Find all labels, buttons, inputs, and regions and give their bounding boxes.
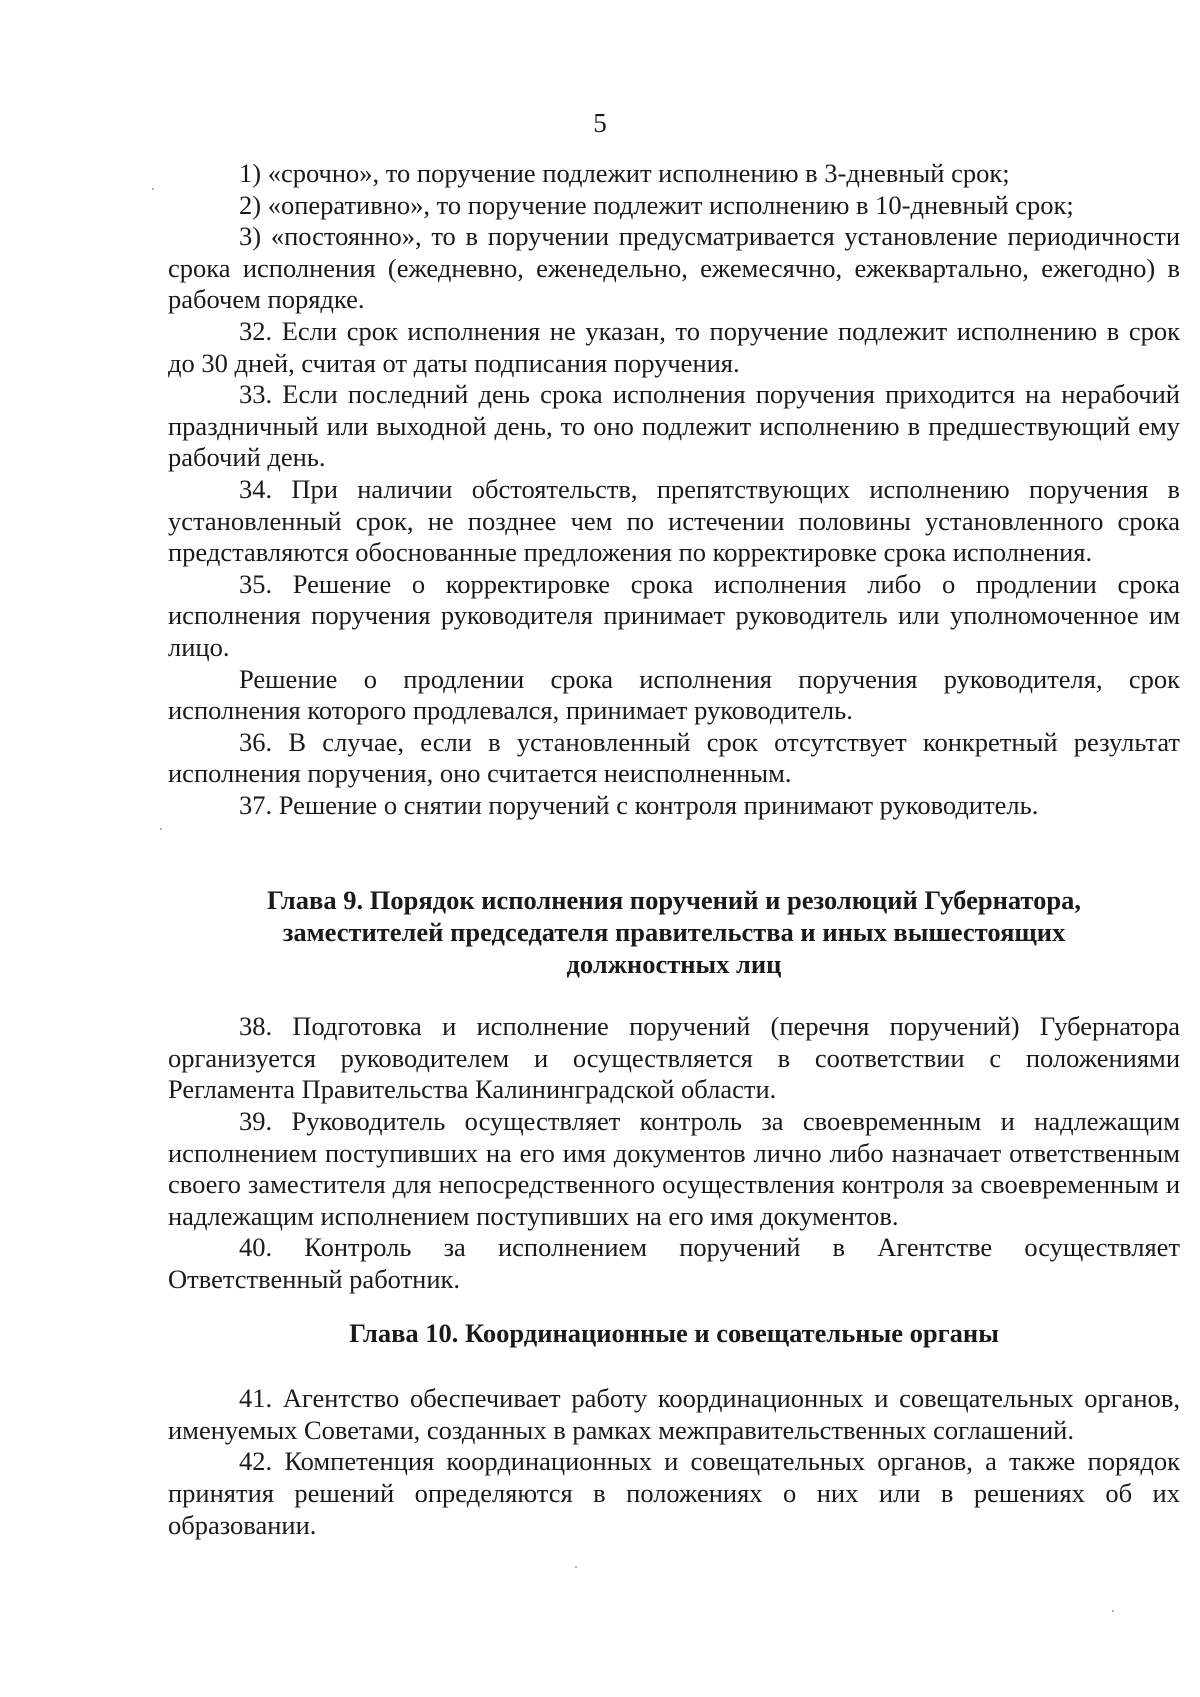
- page-number: 5: [593, 108, 607, 138]
- paragraph-item-2: 2) «оперативно», то поручение подлежит исполнению в 10-дневный срок;: [239, 189, 1074, 220]
- paragraph-36: 36. В случае, если в установленный срок отсутствует конкретный результат исполнения поручения, оно считается неисполненным.: [168, 726, 1180, 789]
- chapter-9-heading-line-1: Глава 9. Порядок исполнения поручений и резолюций Губернатора,: [267, 885, 1081, 916]
- chapter-9-heading-line-2: заместителей председателя правительства и иных вышестоящих: [282, 917, 1066, 948]
- paragraph-34: 34. При наличии обстоятельств, препятствующих исполнению поручения в установленный срок, не позднее чем по истечении половины установленного срока представляются обоснованные предложения по корректировке срока исполнения.: [168, 473, 1180, 568]
- paragraph-item-3: 3) «постоянно», то в поручении предусматривается установление периодичности срока исполнения (ежедневно, еженедельно, ежемесячно, ежеквартально, ежегодно) в рабочем порядке.: [168, 221, 1180, 315]
- chapter-10-heading: [168, 1318, 1180, 1350]
- paragraph-39: 39. Руководитель осуществляет контроль за своевременным и надлежащим исполнением поступивших на его имя документов лично либо назначает ответственным своего заместителя для непосредственного осуществления контроля за своевременным и надлежащим исполнением поступивших на его имя документов.: [168, 1106, 1180, 1231]
- paragraph-item-1: 1) «срочно», то поручение подлежит исполнению в 3-дневный срок;: [239, 158, 1010, 188]
- chapter-9-heading-line-3: должностных лиц: [566, 948, 782, 979]
- paragraph-40: 40. Контроль за исполнением поручений в Агентстве осуществляет Ответственный работник.: [168, 1232, 1180, 1294]
- paragraph-35: 35. Решение о корректировке срока исполнения либо о продлении срока исполнения поручения руководителя принимает руководитель или уполномоченное им лицо.: [168, 568, 1180, 662]
- scan-speck: [152, 188, 154, 190]
- paragraph-37: 37. Решение о снятии поручений с контроля принимают руководитель.: [239, 789, 1039, 820]
- paragraph-32: 32. Если срок исполнения не указан, то поручение подлежит исполнению в срок до 30 дней, считая от даты подписания поручения.: [168, 315, 1180, 378]
- chapter-10-heading-title: Глава 10. Координационные и совещательные органы: [349, 1317, 999, 1348]
- document-body: [168, 158, 1180, 1541]
- paragraph-42: 42. Компетенция координационных и совещательных органов, а также порядок принятия решений определяются в положениях о них или в решениях об их образовании.: [168, 1446, 1180, 1540]
- scan-speck: [1112, 1610, 1114, 1612]
- scan-speck: [575, 1566, 577, 1568]
- chapter-9-heading: [168, 885, 1180, 980]
- paragraph-33: 33. Если последний день срока исполнения поручения приходится на нерабочий праздничный или выходной день, то оно подлежит исполнению в предшествующий ему рабочий день.: [168, 379, 1180, 473]
- scan-speck: [160, 828, 162, 830]
- paragraph-35-continued: Решение о продлении срока исполнения поручения руководителя, срок исполнения которого продлевался, принимает руководитель.: [168, 663, 1180, 726]
- paragraph-38: 38. Подготовка и исполнение поручений (перечня поручений) Губернатора организуется руководителем и осуществляется в соответствии с положениями Регламента Правительства Калининградской области.: [168, 1011, 1180, 1105]
- paragraph-41: 41. Агентство обеспечивает работу координационных и совещательных органов, именуемых Советами, созданных в рамках межправительственных соглашений.: [168, 1383, 1180, 1445]
